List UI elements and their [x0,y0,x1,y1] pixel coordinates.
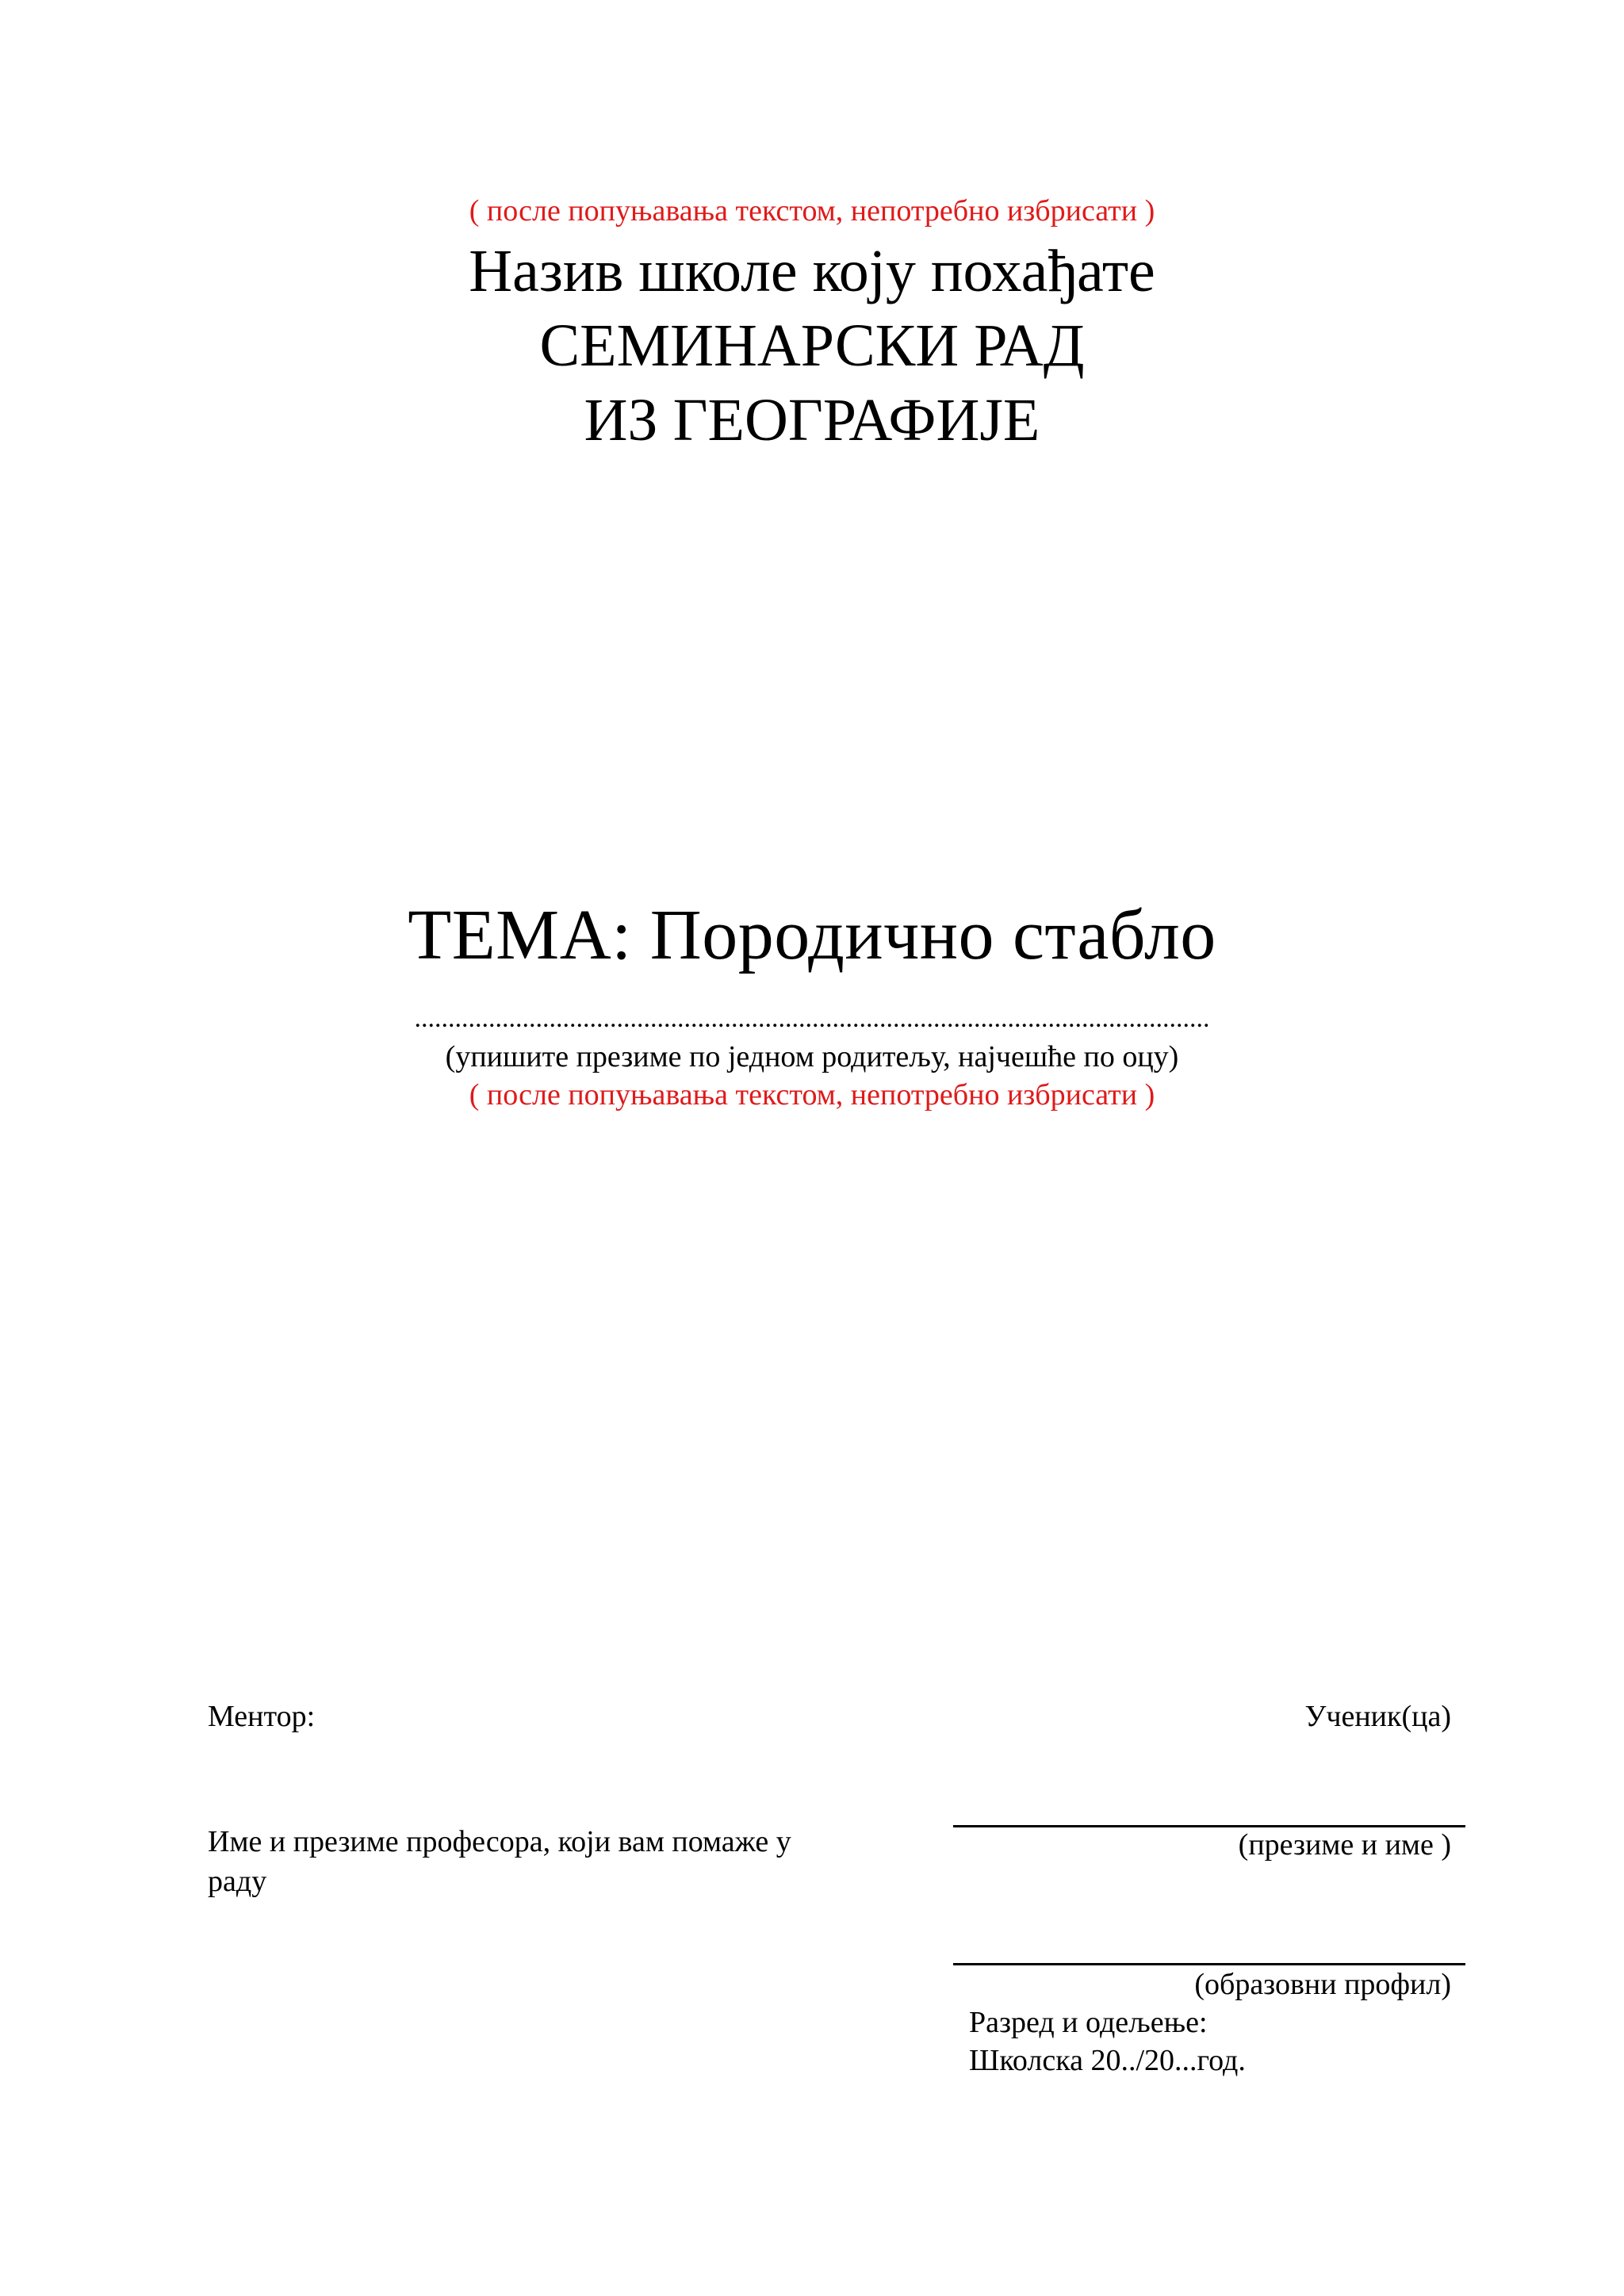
class-label: Разред и одељење: [969,2006,1208,2039]
mentor-label: Ментор: [208,1700,316,1733]
school-name: Назив школе коју похађате [469,238,1155,304]
paper-type-title: СЕМИНАРСКИ РАД [539,312,1085,379]
student-label: Ученик(ца) [1304,1700,1451,1733]
header-delete-note: ( после попуњавања текстом, непотребно избрисати ) [469,194,1155,228]
theme-delete-note: ( после попуњавања текстом, непотребно избрисати ) [469,1078,1155,1112]
school-year: Школска 20../20...год. [969,2044,1246,2077]
surname-fill-line: ...................................................................................................................... [414,1005,1210,1032]
subject-title: ИЗ ГЕОГРАФИЈЕ [584,387,1040,453]
surname-name-caption: (презиме и име ) [1238,1828,1451,1862]
surname-hint: (упишите презиме по једном родитељу, најчешће по оцу) [445,1040,1179,1073]
theme-title: ТЕМА: Породично стабло [408,896,1216,974]
mentor-description: Име и презиме професора, који вам помаже у раду [208,1825,791,1898]
education-profile-caption: (образовни профил) [1194,1968,1451,2001]
